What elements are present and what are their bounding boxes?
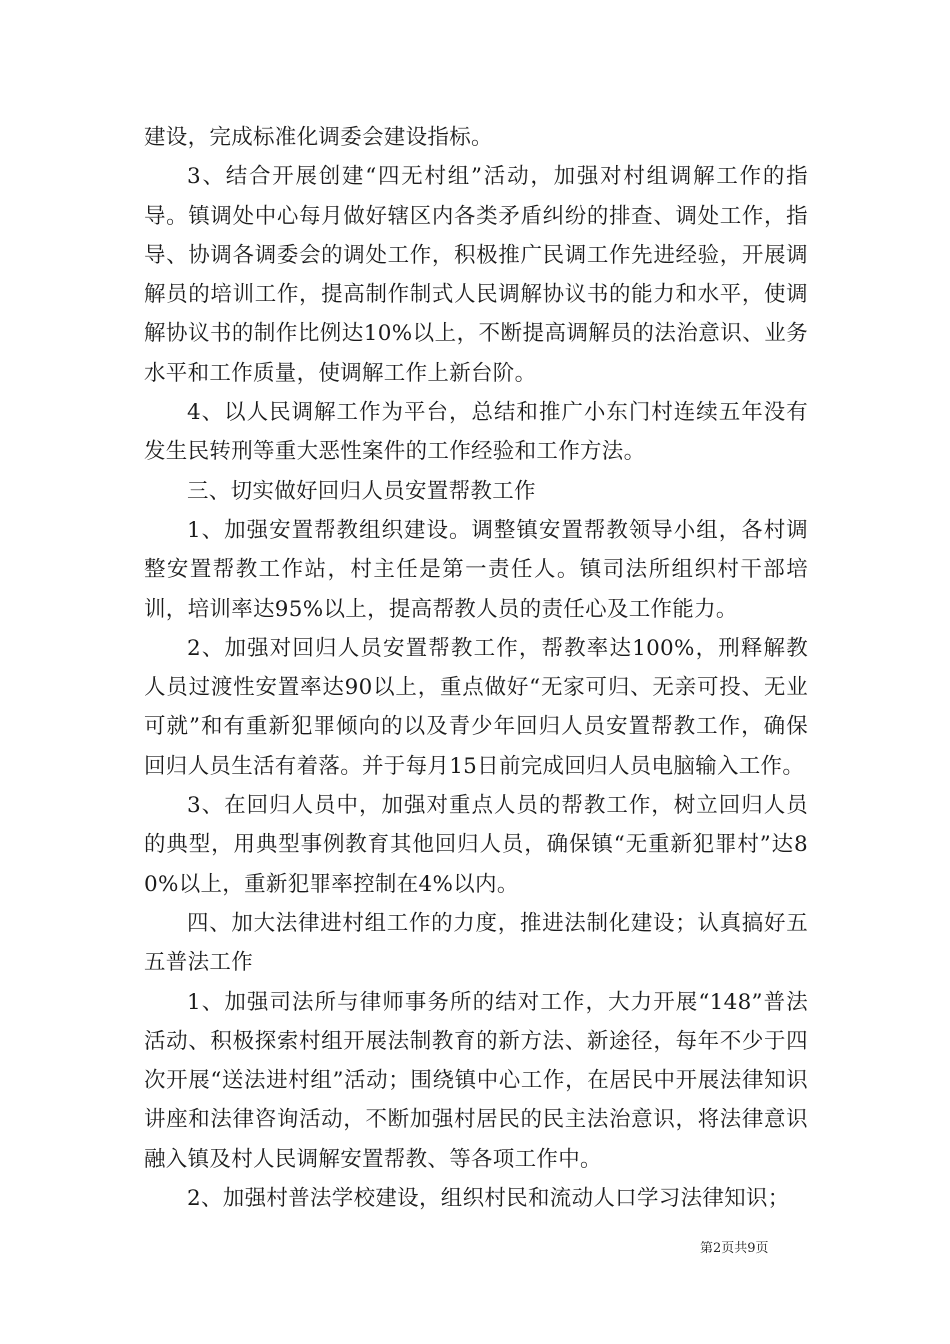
- paragraph-item-3-mediation-guidance: 3、结合开展创建“四无村组”活动，加强对村组调解工作的指导。镇调处中心每月做好辖区内各类矛盾纠纷的排查、调处工作，指导、协调各调委会的调处工作，积极推广民调工作先进经验，开展调解员的培训工作，提高制作制式人民调解协议书的能力和水平，使调解协议书的制作比例达10%以上，不断提高调解员的法治意识、业务水平和工作质量，使调解工作上新台阶。: [144, 164, 808, 386]
- paragraph-item-1-law-firm-pairing: 1、加强司法所与律师事务所的结对工作，大力开展“148”普法活动、积极探索村组开展法制教育的新方法、新途径，每年不少于四次开展“送法进村组”活动；围绕镇中心工作，在居民中开展法律知识讲座和法律咨询活动，不断加强村居民的民主法治意识，将法律意识融入镇及村人民调解安置帮教、等各项工作中。: [144, 989, 808, 1172]
- paragraph-item-2-law-school: 2、加强村普法学校建设，组织村民和流动人口学习法律知识；: [187, 1186, 790, 1212]
- paragraph-continuation: 建设，完成标准化调委会建设指标。: [144, 125, 493, 150]
- paragraph-item-1-organization: 1、加强安置帮教组织建设。调整镇安置帮教领导小组，各村调整安置帮教工作站，村主任是第一责任人。镇司法所组织村干部培训，培训率达95%以上，提高帮教人员的责任心及工作能力。: [144, 517, 808, 622]
- paragraph-item-3-key-persons: 3、在回归人员中，加强对重点人员的帮教工作，树立回归人员的典型，用典型事例教育其他回归人员，确保镇“无重新犯罪村”达80%以上，重新犯罪率控制在4%以内。: [144, 793, 808, 897]
- document-body: [144, 118, 808, 1218]
- page-number-footer: 第2页共9页: [700, 1241, 769, 1256]
- section-heading-4: 四、加大法律进村组工作的力度，推进法制化建设；认真搞好五五普法工作: [144, 910, 808, 976]
- paragraph-item-2-resettlement: 2、加强对回归人员安置帮教工作，帮教率达100%，刑释解教人员过渡性安置率达90以上，重点做好“无家可归、无亲可投、无业可就”和有重新犯罪倾向的以及青少年回归人员安置帮教工作，确保回归人员生活有着落。并于每月15日前完成回归人员电脑输入工作。: [144, 635, 808, 779]
- section-heading-3: 三、切实做好回归人员安置帮教工作: [187, 478, 536, 504]
- paragraph-item-4-mediation-platform: 4、以人民调解工作为平台，总结和推广小东门村连续五年没有发生民转刑等重大恶性案件的工作经验和工作方法。: [144, 400, 808, 465]
